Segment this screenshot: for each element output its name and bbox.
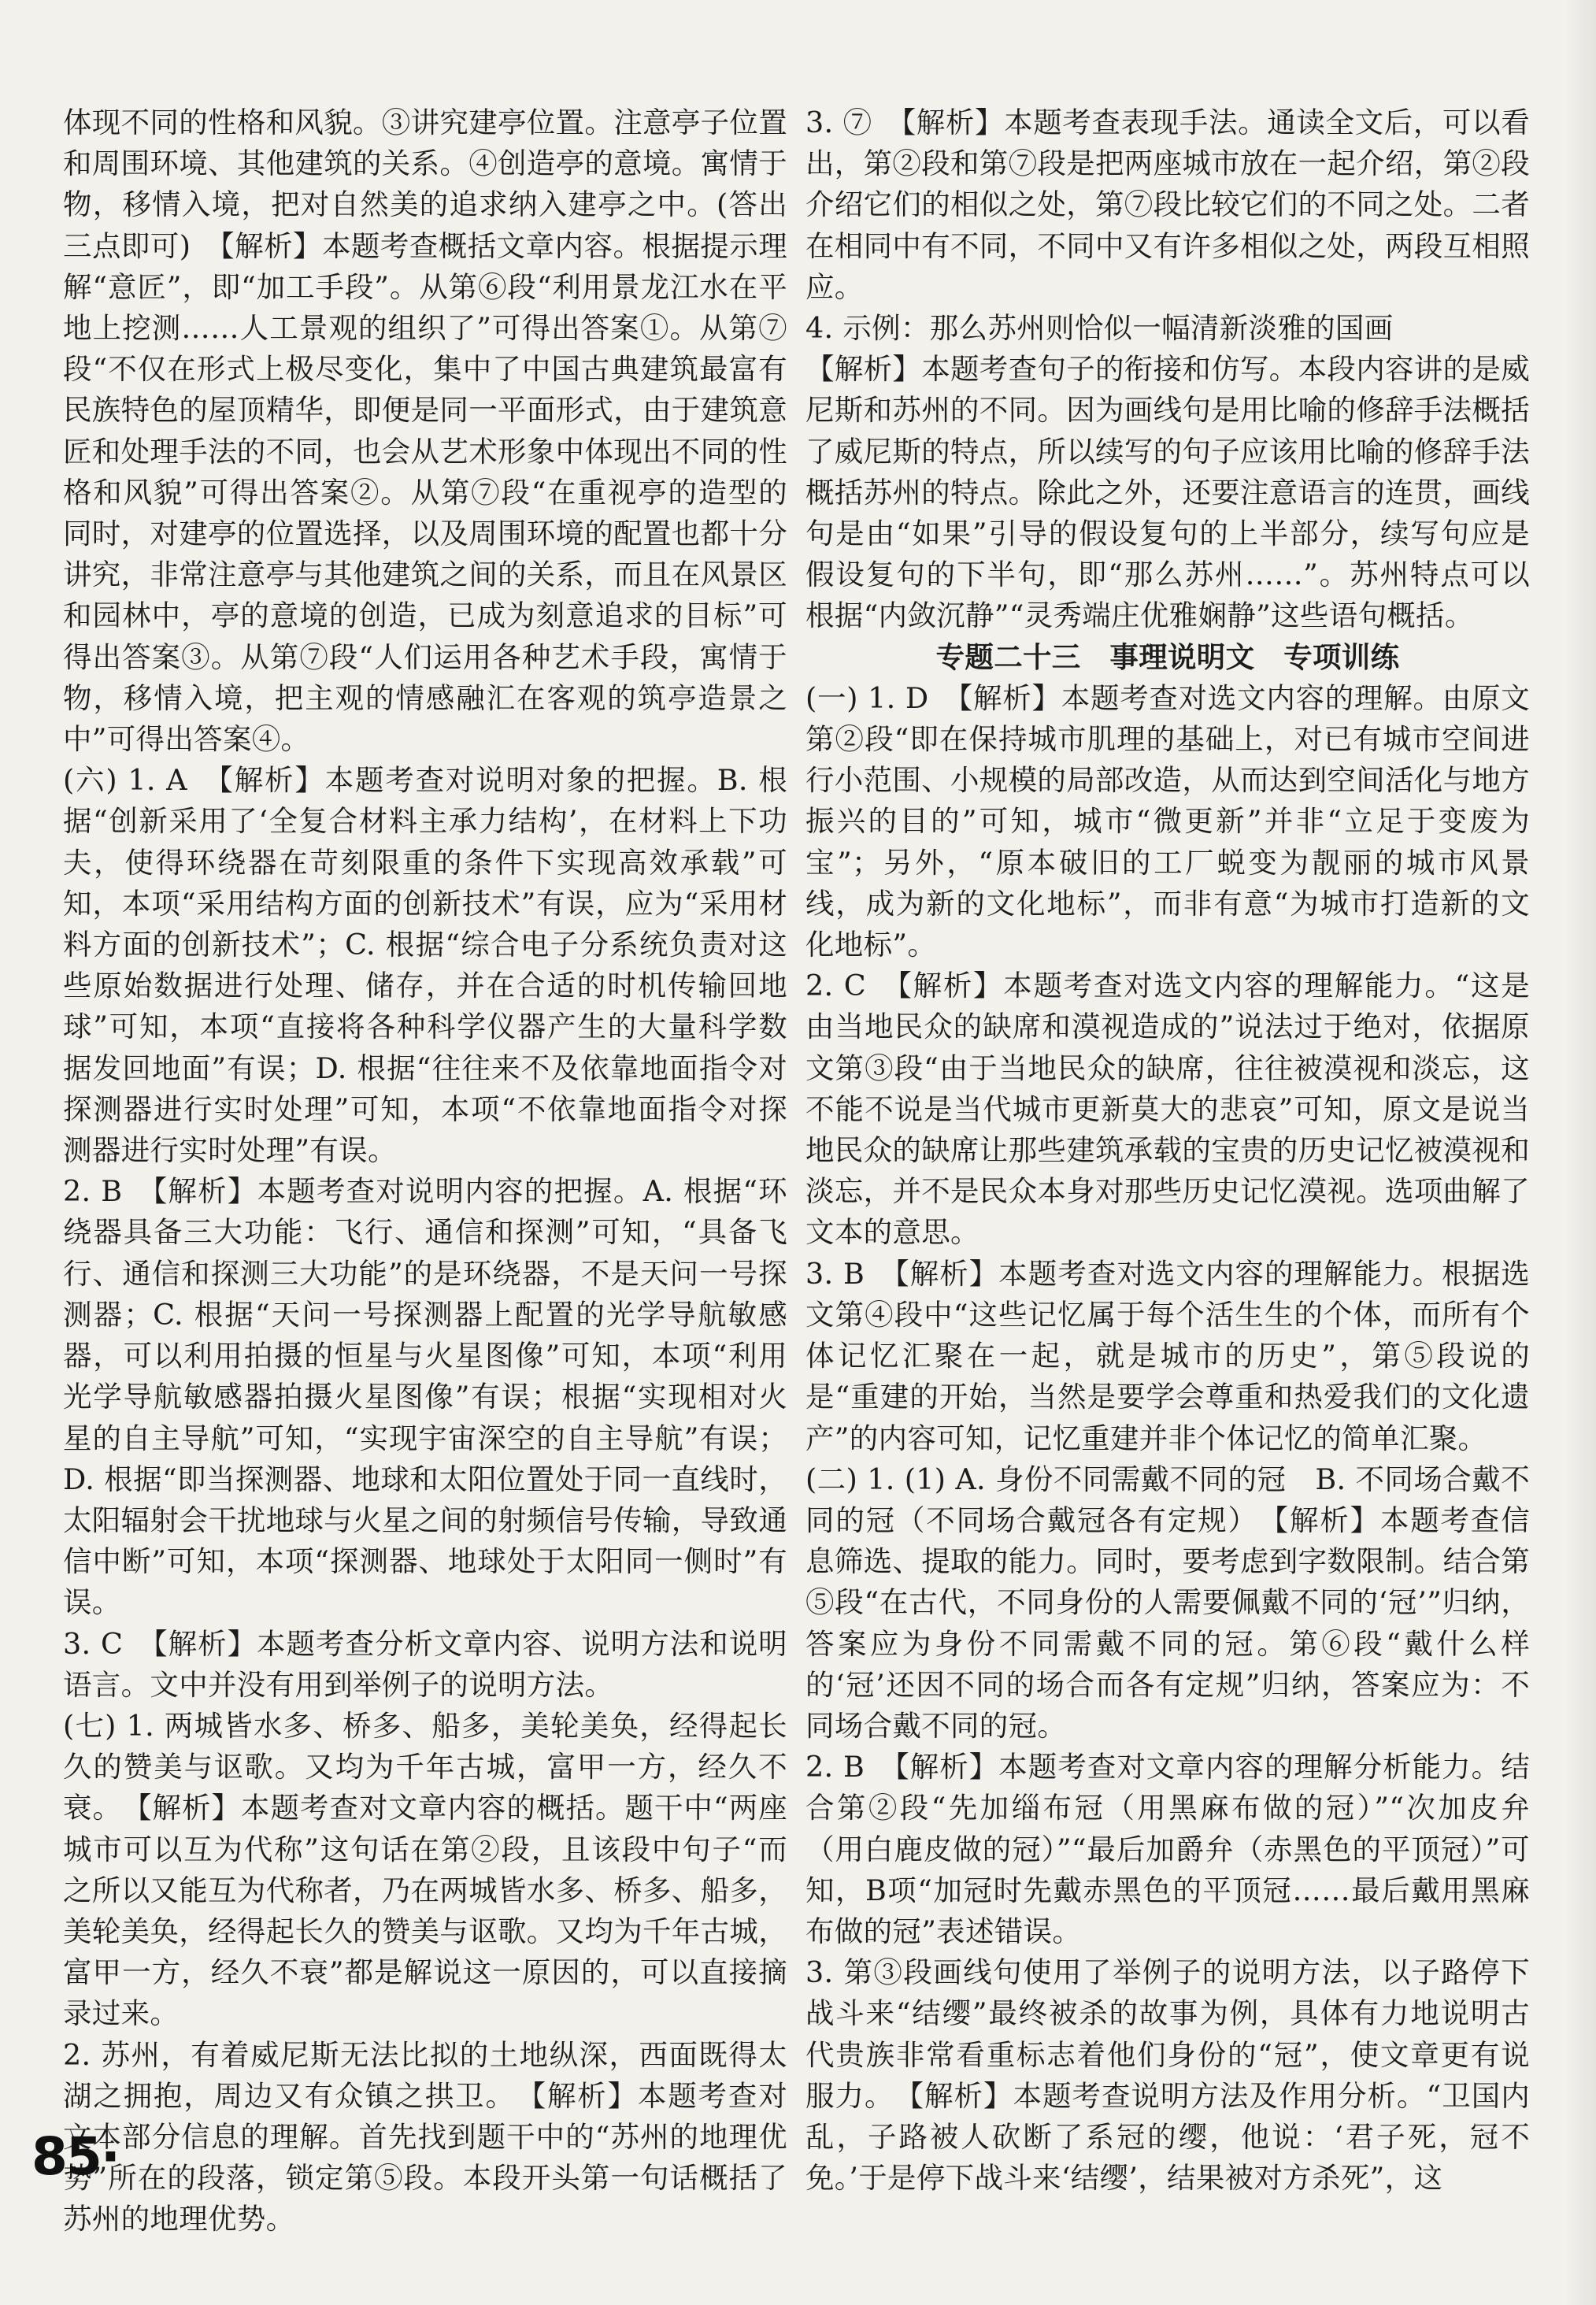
answer-paragraph: 2. B 【解析】本题考查对说明内容的把握。A. 根据“环绕器具备三大功能：飞行、通信和探测”可知，“具备飞行、通信和探测三大功能”的是环绕器，不是天问一号探测器；C. 根据“天问一号探测器上配置的光学导航敏感器，可以利用拍摄的恒星与火星图像”可知，本项“利用光学导航敏感器拍摄火星图像”有误；根据“实现相对火星的自主导航”可知，“实现宇宙深空的自主导航”有误；D. 根据“即当探测器、地球和太阳位置处于同一直线时，太阳辐射会干扰地球与火星之间的射频信号传输，导致通信中断”可知，本项“探测器、地球处于太阳同一侧时”有误。	[63, 1174, 787, 1620]
right-column	[805, 102, 1530, 2199]
answer-paragraph: (七) 1. 两城皆水多、桥多、船多，美轮美奂，经得起长久的赞美与讴歌。又均为千年古城，富甲一方，经久不衰。 【解析】本题考查对文章内容的概括。题干中“两座城市可以互为代称”这句话在第②段，且该段中句子“而之所以又能互为代称者，乃在两城皆水多、桥多、船多，美轮美奂，经得起长久的赞美与讴歌。又均为千年古城，富甲一方，经久不衰”都是解说这一原因的，可以直接摘录过来。	[63, 1708, 787, 2031]
answer-paragraph: 4. 示例：那么苏州则恰似一幅清新淡雅的国画	[805, 311, 1394, 346]
answer-paragraph: 3. B 【解析】本题考查对选文内容的理解能力。根据选文第④段中“这些记忆属于每个活生生的个体，而所有个体记忆汇聚在一起，就是城市的历史”，第⑤段说的是“重建的开始，当然是要学会尊重和热爱我们的文化遗产”的内容可知，记忆重建并非个体记忆的简单汇聚。	[805, 1256, 1530, 1455]
answer-paragraph: 体现不同的性格和风貌。③讲究建亭位置。注意亭子位置和周围环境、其他建筑的关系。④创造亭的意境。寓情于物，移情入境，把对自然美的追求纳入建亭之中。(答出三点即可) 【解析】本题考查概括文章内容。根据提示理解“意匠”，即“加工手段”。从第⑥段“利用景龙江水在平地上挖测……人工景观的组织了”可得出答案①。从第⑦段“不仅在形式上极尽变化，集中了中国古典建筑最富有民族特色的屋顶精华，即便是同一平面形式，由于建筑意匠和处理手法的不同，也会从艺术形象中体现出不同的性格和风貌”可得出答案②。从第⑦段“在重视亭的造型的同时，对建亭的位置选择，以及周围环境的配置也都十分讲究，非常注意亭与其他建筑之间的关系，而且在风景区和园林中，亭的意境的创造，已成为刻意追求的目标”可得出答案③。从第⑦段“人们运用各种艺术手段，寓情于物，移情入境，把主观的情感融汇在客观的筑亭造景之中”可得出答案④。	[63, 106, 787, 757]
page-edge-shadow	[1565, 0, 1596, 2305]
answer-paragraph: 3. ⑦ 【解析】本题考查表现手法。通读全文后，可以看出，第②段和第⑦段是把两座城市放在一起介绍，第②段介绍它们的相似之处，第⑦段比较它们的不同之处。二者在相同中有不同，不同中又有许多相似之处，两段互相照应。	[805, 106, 1530, 304]
answer-paragraph: (一) 1. D 【解析】本题考查对选文内容的理解。由原文第②段“即在保持城市肌理的基础上，对已有城市空间进行小范围、小规模的局部改造，从而达到空间活化与地方振兴的目的”可知，城市“微更新”并非“立足于变废为宝”；另外，“原本破旧的工厂蜕变为靓丽的城市风景线，成为新的文化地标”，而非有意“为城市打造新的文化地标”。	[805, 680, 1530, 962]
answer-paragraph: (二) 1. (1) A. 身份不同需戴不同的冠 B. 不同场合戴不同的冠（不同场合戴冠各有定规） 【解析】本题考查信息筛选、提取的能力。同时，要考虑到字数限制。结合第⑤段“在古代，不同身份的人需要佩戴不同的‘冠’”归纳，答案应为身份不同需戴不同的冠。第⑥段“戴什么样的‘冠’还因不同的场合而各有定规”归纳，答案应为：不同场合戴不同的冠。	[805, 1462, 1530, 1743]
answer-paragraph: 2. B 【解析】本题考查对文章内容的理解分析能力。结合第②段“先加缁布冠（用黑麻布做的冠）”“次加皮弁（用白鹿皮做的冠）”“最后加爵弁（赤黑色的平顶冠）”可知，B项“加冠时先戴赤黑色的平顶冠……最后戴用黑麻布做的冠”表述错误。	[805, 1750, 1530, 1948]
section-heading: 专题二十三 事理说明文 专项训练	[935, 639, 1400, 674]
answer-paragraph: (六) 1. A 【解析】本题考查对说明对象的把握。B. 根据“创新采用了‘全复合材料主承力结构’，在材料上下功夫，使得环绕器在苛刻限重的条件下实现高效承载”可知，本项“采用结构方面的创新技术”有误，应为“采用材料方面的创新技术”；C. 根据“综合电子分系统负责对这些原始数据进行处理、储存，并在合适的时机传输回地球”可知，本项“直接将各种科学仪器产生的大量科学数据发回地面”有误；D. 根据“往往来不及依靠地面指令对探测器进行实时处理”可知，本项“不依靠地面指令对探测器进行实时处理”有误。	[63, 763, 787, 1168]
answer-paragraph: 2. C 【解析】本题考查对选文内容的理解能力。“这是由当地民众的缺席和漠视造成的”说法过于绝对，依据原文第③段“由于当地民众的缺席，往往被漠视和淡忘，这不能不说是当代城市更新莫大的悲哀”可知，原文是说当地民众的缺席让那些建筑承载的宝贵的历史记忆被漠视和淡忘，并不是民众本身对那些历史记忆漠视。选项曲解了文本的意思。	[805, 969, 1530, 1250]
answer-paragraph: 【解析】本题考查句子的衔接和仿写。本段内容讲的是威尼斯和苏州的不同。因为画线句是用比喻的修辞手法概括了威尼斯的特点，所以续写的句子应该用比喻的修辞手法概括苏州的特点。除此之外，还要注意语言的连贯，画线句是由“如果”引导的假设复句的上半部分，续写句应是假设复句的下半句，即“那么苏州……”。苏州特点可以根据“内敛沉静”“灵秀端庄优雅娴静”这些语句概括。	[805, 352, 1530, 633]
answer-paragraph: 2. 苏州，有着威尼斯无法比拟的土地纵深，西面既得太湖之拥抱，周边又有众镇之拱卫。 【解析】本题考查对文本部分信息的理解。首先找到题干中的“苏州的地理优势”所在的段落，锁定第⑤段。本段开头第一句话概括了苏州的地理优势。	[63, 2037, 787, 2236]
left-column	[63, 102, 787, 2240]
answer-paragraph: 3. C 【解析】本题考查分析文章内容、说明方法和说明语言。文中并没有用到举例子的说明方法。	[63, 1626, 787, 1702]
answer-paragraph: 3. 第③段画线句使用了举例子的说明方法，以子路停下战斗来“结缨”最终被杀的故事为例，具体有力地说明古代贵族非常看重标志着他们身份的“冠”，使文章更有说服力。 【解析】本题考查说明方法及作用分析。“卫国内乱，子路被人砍断了系冠的缨，他说：‘君子死，冠不免。’于是停下战斗来‘结缨’，结果被对方杀死”，这	[805, 1955, 1530, 2196]
page-number: 85·	[31, 2126, 119, 2187]
